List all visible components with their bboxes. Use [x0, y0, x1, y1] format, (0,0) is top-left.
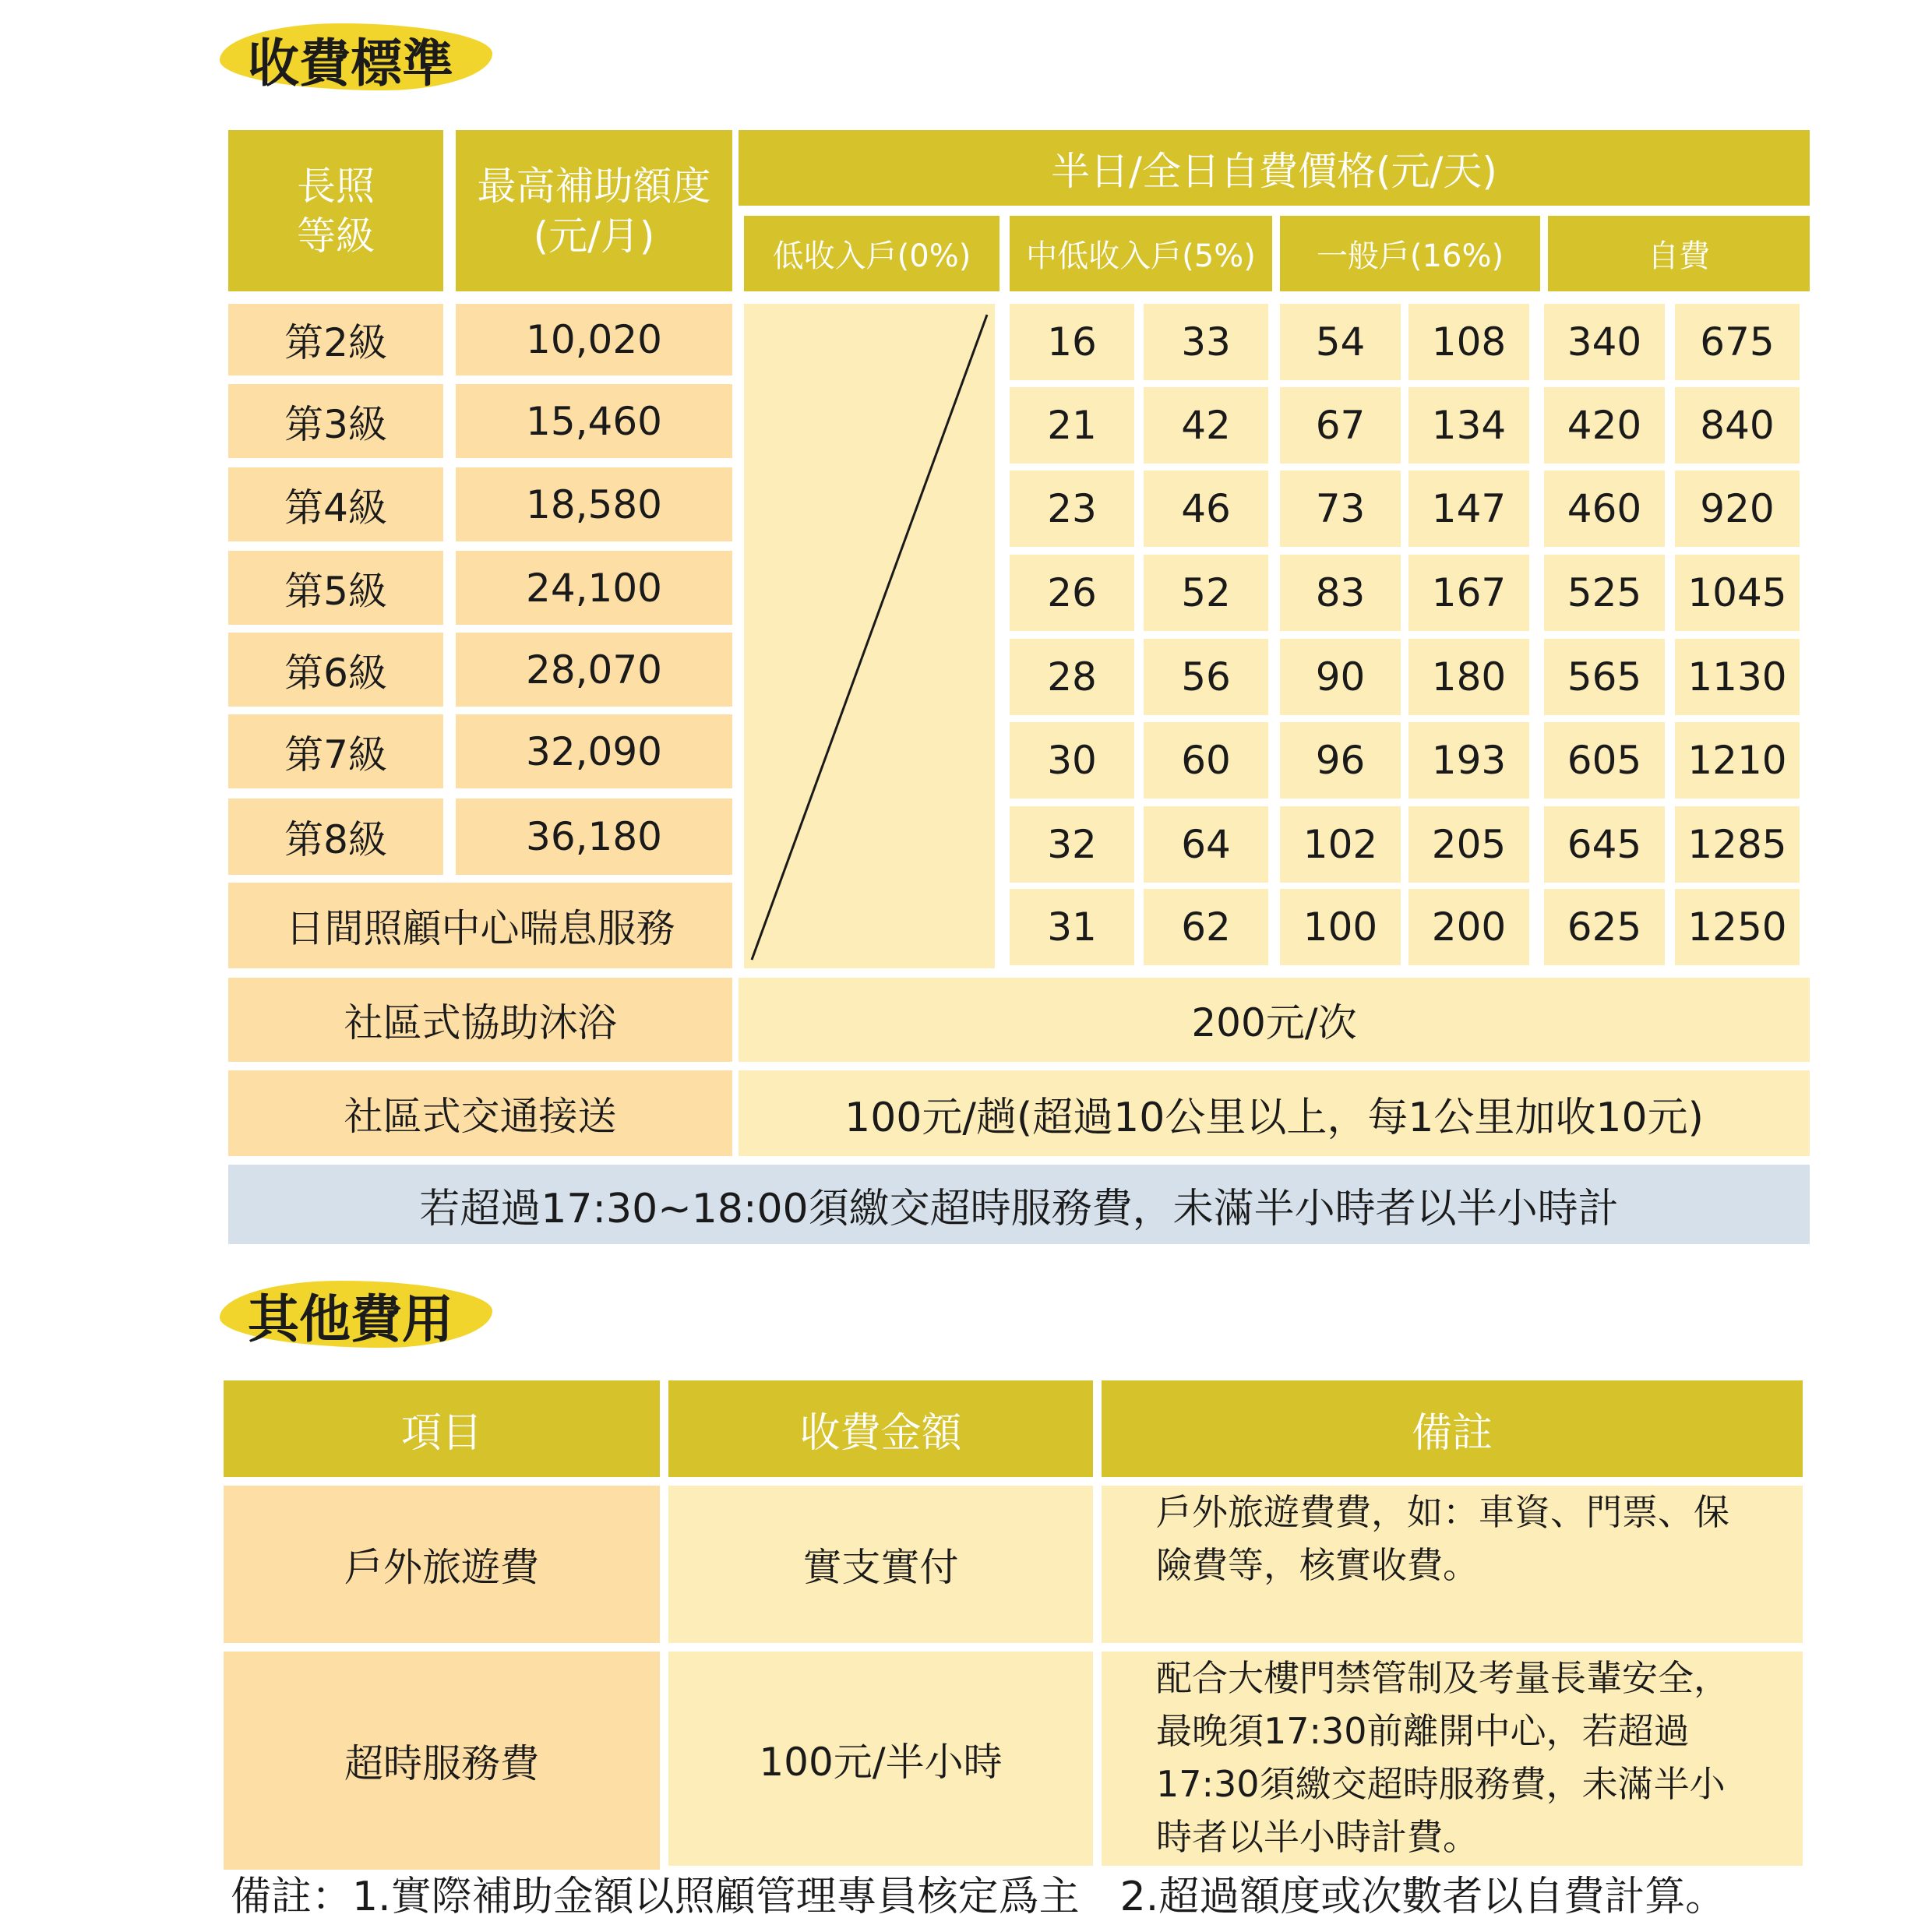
low-income-na-cell	[744, 304, 995, 968]
header-remark: 備註	[1102, 1380, 1803, 1477]
price-cell-mid-low-half-day: 26	[1010, 555, 1134, 631]
price-cell-mid-low-half-day: 30	[1010, 722, 1134, 799]
header-max-subsidy-line2: (元/月)	[533, 213, 655, 259]
remark-line: 險費等，核實收費。	[1156, 1544, 1479, 1586]
price-cell-self-pay-half-day: 460	[1544, 471, 1665, 547]
price-cell-mid-low-full-day: 46	[1144, 471, 1268, 547]
remark-line: 17:30須繳交超時服務費，未滿半小	[1156, 1763, 1726, 1805]
remark-outdoor-trip	[1102, 1486, 1803, 1643]
footer-note: 備註：1.實際補助金額以照顧管理專員核定爲主 2.超過額度或次數者以自費計算。	[231, 1874, 1726, 1920]
header-level-line2: 等級	[297, 213, 375, 259]
level-cell: 第8級	[228, 799, 443, 875]
subsidy-cell: 28,070	[456, 633, 732, 707]
price-cell-general-full-day: 205	[1408, 806, 1529, 883]
price-cell-general-half-day: 83	[1280, 555, 1401, 631]
price-cell-general-half-day: 67	[1280, 387, 1401, 464]
price-cell-self-pay-full-day: 675	[1675, 304, 1800, 380]
header-price-group: 半日/全日自費價格(元/天)	[739, 130, 1810, 206]
price-cell-mid-low-full-day: 56	[1144, 639, 1268, 715]
day-care-label: 日間照顧中心喘息服務	[228, 883, 732, 968]
level-cell: 第3級	[228, 384, 443, 458]
header-item: 項目	[224, 1380, 660, 1477]
subsidy-cell: 10,020	[456, 304, 732, 375]
price-cell-mid-low-full-day: 64	[1144, 806, 1268, 883]
amount-outdoor-trip: 實支實付	[668, 1486, 1093, 1643]
price-cell-self-pay-half-day: 645	[1544, 806, 1665, 883]
price-cell-general-full-day: 200	[1408, 889, 1529, 965]
price-cell-general-full-day: 193	[1408, 722, 1529, 799]
price-cell-self-pay-full-day: 1210	[1675, 722, 1800, 799]
price-cell-mid-low-full-day: 60	[1144, 722, 1268, 799]
bathing-value: 200元/次	[739, 978, 1810, 1062]
header-max-subsidy-line1: 最高補助額度	[477, 163, 711, 209]
overtime-note: 若超過17:30~18:00須繳交超時服務費，未滿半小時者以半小時計	[228, 1165, 1810, 1244]
remark-line: 最晚須17:30前離開中心，若超過	[1156, 1710, 1690, 1752]
level-cell: 第5級	[228, 551, 443, 625]
remark-line: 時者以半小時計費。	[1156, 1816, 1479, 1858]
price-cell-mid-low-full-day: 62	[1144, 889, 1268, 965]
diagonal-slash	[744, 304, 995, 968]
item-overtime-fee: 超時服務費	[224, 1652, 660, 1870]
subsidy-cell: 32,090	[456, 714, 732, 788]
transport-label: 社區式交通接送	[228, 1070, 732, 1156]
header-level	[228, 130, 443, 291]
header-level-line1: 長照	[297, 163, 375, 209]
price-cell-mid-low-full-day: 52	[1144, 555, 1268, 631]
header-self-pay: 自費	[1548, 216, 1810, 291]
price-cell-mid-low-full-day: 42	[1144, 387, 1268, 464]
price-cell-mid-low-half-day: 21	[1010, 387, 1134, 464]
subsidy-cell: 18,580	[456, 467, 732, 541]
header-low-income: 低收入戶(0%)	[744, 216, 999, 291]
price-cell-mid-low-half-day: 23	[1010, 471, 1134, 547]
subsidy-cell: 15,460	[456, 384, 732, 458]
price-cell-self-pay-half-day: 420	[1544, 387, 1665, 464]
price-cell-self-pay-full-day: 840	[1675, 387, 1800, 464]
price-cell-general-full-day: 147	[1408, 471, 1529, 547]
header-amount: 收費金額	[668, 1380, 1093, 1477]
price-cell-self-pay-full-day: 920	[1675, 471, 1800, 547]
price-cell-mid-low-half-day: 31	[1010, 889, 1134, 965]
price-cell-self-pay-half-day: 565	[1544, 639, 1665, 715]
price-cell-self-pay-half-day: 340	[1544, 304, 1665, 380]
transport-value: 100元/趟(超過10公里以上，每1公里加收10元)	[739, 1070, 1810, 1156]
price-cell-general-half-day: 96	[1280, 722, 1401, 799]
level-cell: 第6級	[228, 633, 443, 707]
section2-title: 其他費用	[248, 1289, 453, 1349]
subsidy-cell: 36,180	[456, 799, 732, 875]
price-cell-self-pay-full-day: 1130	[1675, 639, 1800, 715]
price-cell-mid-low-full-day: 33	[1144, 304, 1268, 380]
remark-overtime-fee	[1102, 1652, 1803, 1866]
price-cell-self-pay-full-day: 1045	[1675, 555, 1800, 631]
price-cell-general-full-day: 108	[1408, 304, 1529, 380]
price-cell-general-half-day: 100	[1280, 889, 1401, 965]
header-mid-low-income: 中低收入戶(5%)	[1010, 216, 1272, 291]
subsidy-cell: 24,100	[456, 551, 732, 625]
item-outdoor-trip: 戶外旅遊費	[224, 1486, 660, 1643]
price-cell-general-half-day: 90	[1280, 639, 1401, 715]
price-cell-self-pay-half-day: 525	[1544, 555, 1665, 631]
remark-line: 配合大樓門禁管制及考量長輩安全，	[1156, 1657, 1729, 1699]
price-cell-general-half-day: 102	[1280, 806, 1401, 883]
price-cell-self-pay-half-day: 625	[1544, 889, 1665, 965]
header-general: 一般戶(16%)	[1280, 216, 1540, 291]
price-cell-general-half-day: 54	[1280, 304, 1401, 380]
price-cell-self-pay-full-day: 1250	[1675, 889, 1800, 965]
header-max-subsidy	[456, 130, 732, 291]
price-cell-self-pay-half-day: 605	[1544, 722, 1665, 799]
price-cell-self-pay-full-day: 1285	[1675, 806, 1800, 883]
price-cell-general-full-day: 180	[1408, 639, 1529, 715]
amount-overtime-fee: 100元/半小時	[668, 1652, 1093, 1866]
bathing-label: 社區式協助沐浴	[228, 978, 732, 1062]
price-cell-mid-low-half-day: 32	[1010, 806, 1134, 883]
price-cell-general-full-day: 167	[1408, 555, 1529, 631]
price-cell-mid-low-half-day: 16	[1010, 304, 1134, 380]
remark-line: 戶外旅遊費費，如：車資、門票、保	[1156, 1491, 1729, 1533]
section1-title: 收費標準	[248, 33, 453, 93]
price-cell-general-full-day: 134	[1408, 387, 1529, 464]
level-cell: 第2級	[228, 304, 443, 375]
level-cell: 第4級	[228, 467, 443, 541]
price-cell-general-half-day: 73	[1280, 471, 1401, 547]
price-cell-mid-low-half-day: 28	[1010, 639, 1134, 715]
level-cell: 第7級	[228, 714, 443, 788]
